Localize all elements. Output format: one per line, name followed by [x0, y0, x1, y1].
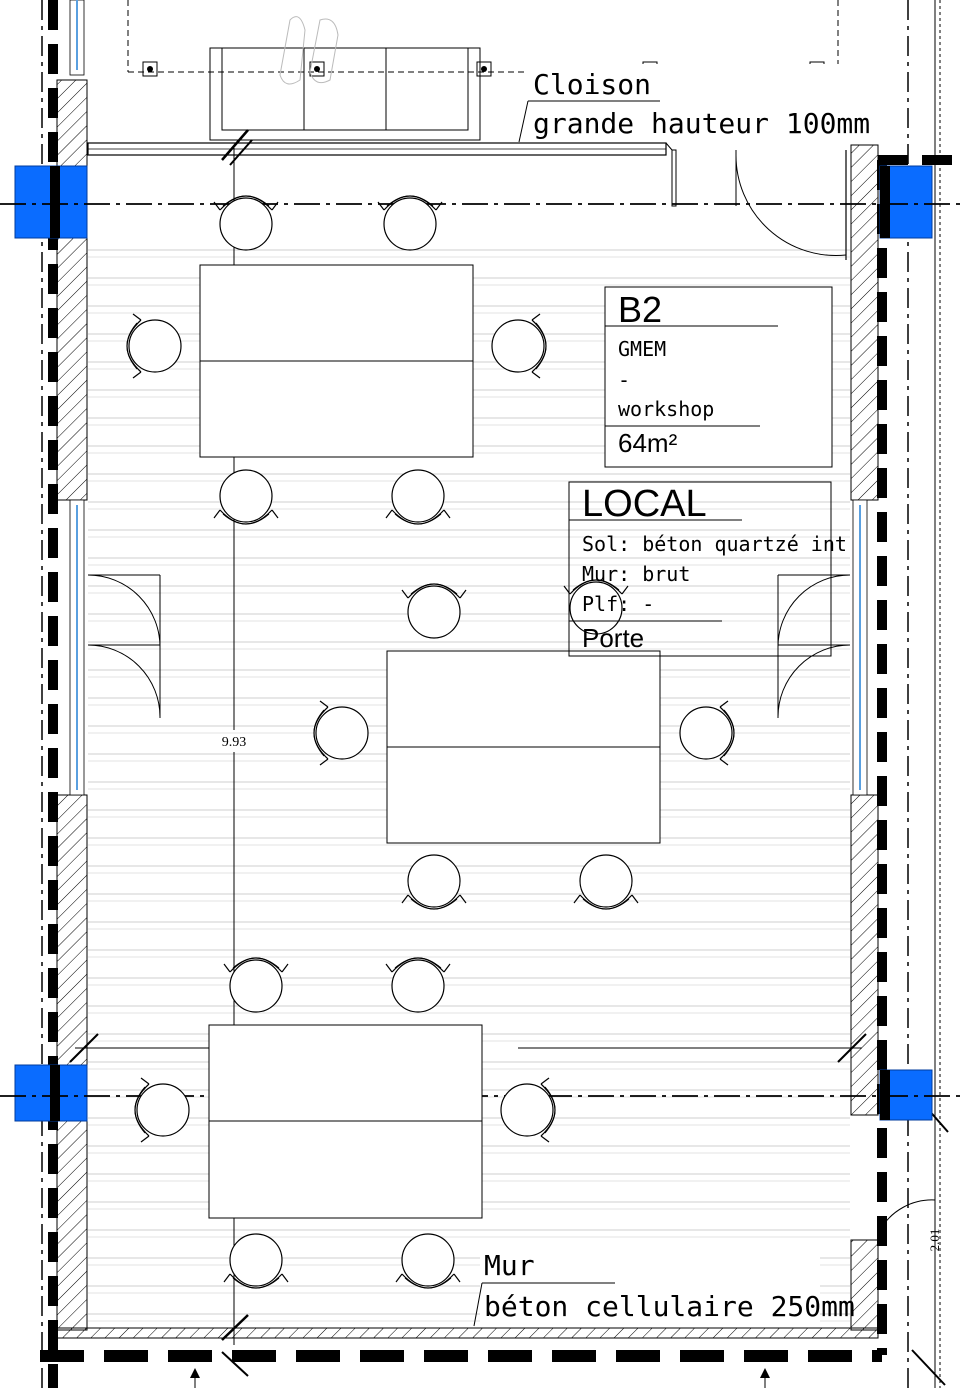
room-use: workshop — [618, 397, 715, 421]
table-1 — [200, 265, 473, 457]
entrance-door — [666, 143, 846, 260]
chair — [501, 1078, 555, 1142]
cloison-spec: grande hauteur 100mm — [533, 107, 871, 140]
right-door — [778, 575, 850, 718]
local-mur: Mur: brut — [582, 562, 691, 586]
cloison-annotation — [519, 64, 870, 142]
chair — [492, 314, 546, 378]
chair — [214, 470, 278, 524]
sofa — [210, 48, 480, 140]
chair — [386, 958, 450, 1012]
local-porte: Porte — [582, 623, 645, 653]
left-door — [88, 575, 160, 718]
chair — [402, 584, 466, 638]
height-label: 9.93 — [221, 735, 247, 750]
bottom-wall — [40, 1315, 882, 1388]
room-name: GMEM — [618, 337, 667, 361]
plant-icon — [280, 17, 338, 84]
room-area: 64m² — [618, 428, 678, 458]
mur-spec: béton cellulaire 250mm — [484, 1290, 855, 1323]
table-2 — [387, 651, 660, 843]
chair — [127, 314, 181, 378]
room-separator: - — [618, 368, 631, 392]
mur-annotation — [474, 1248, 855, 1326]
cloison-label: Cloison — [533, 68, 652, 101]
chair — [396, 1234, 460, 1288]
local-tag — [569, 482, 847, 656]
chair — [314, 701, 368, 765]
side-dimension-label: 2.01 — [927, 1228, 942, 1252]
room-code: B2 — [618, 289, 663, 330]
chair — [135, 1078, 189, 1142]
mur-label: Mur — [484, 1249, 535, 1282]
table-3 — [209, 1025, 482, 1218]
chair — [680, 701, 734, 765]
local-title: LOCAL — [582, 483, 707, 525]
chair — [386, 470, 450, 524]
local-plf: Plf: - — [582, 592, 655, 616]
room-tag — [605, 287, 832, 467]
local-sol: Sol: béton quartzé int — [582, 532, 847, 556]
dimension-side — [927, 1229, 942, 1252]
